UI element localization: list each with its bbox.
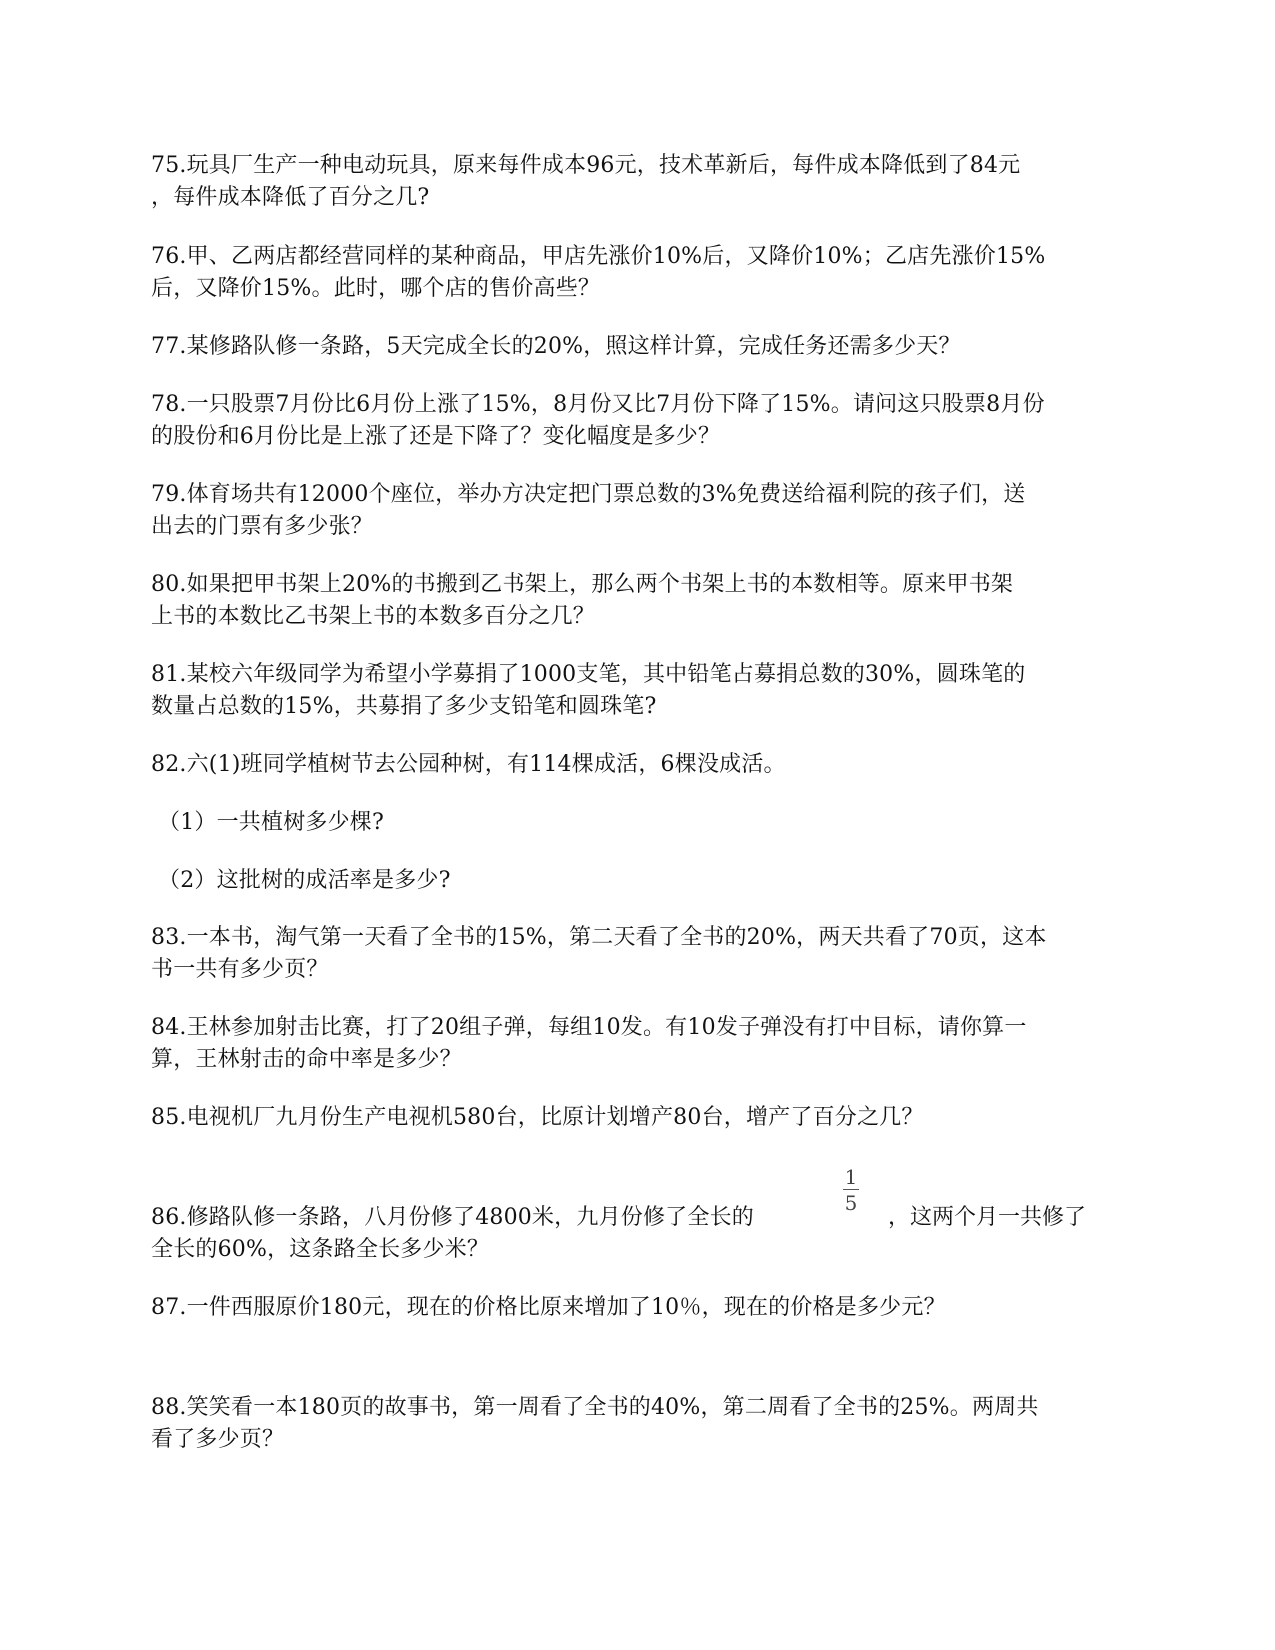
question-85-line-1: 85.电视机厂九月份生产电视机580台，比原计划增产80台，增产了百分之几？ [151,1105,924,1130]
question-86-line-1: 86.修路队修一条路，八月份修了4800米，九月份修了全长的 [151,1205,754,1230]
question-83-line-2: 书一共有多少页？ [151,957,329,982]
question-82-sub-2: （2）这批树的成活率是多少? [158,868,451,893]
question-82-line-1: 82.六(1)班同学植树节去公园种树，有114棵成活，6棵没成活。 [151,752,786,777]
fraction-denominator: 5 [844,1191,858,1215]
question-79-line-2: 出去的门票有多少张？ [151,514,374,539]
question-79-line-1: 79.体育场共有12000个座位，举办方决定把门票总数的3%免费送给福利院的孩子们，送 [151,482,1026,507]
fraction-numerator: 1 [844,1165,858,1189]
question-80-line-2: 上书的本数比乙书架上书的本数多百分之几？ [151,604,596,629]
question-82-sub-1: （1）一共植树多少棵? [158,810,384,835]
question-86-line-1-tail: ，这两个月一共修了 [888,1205,1087,1230]
question-76-line-1: 76.甲、乙两店都经营同样的某种商品，甲店先涨价10%后，又降价10%；乙店先涨价15% [151,244,1046,269]
question-88-line-2: 看了多少页？ [151,1427,285,1452]
question-84-line-1: 84.王林参加射击比赛，打了20组子弹，每组10发。有10发子弹没有打中目标，请你算一 [151,1015,1027,1040]
question-81-line-2: 数量占总数的15%，共募捐了多少支铅笔和圆珠笔? [151,694,657,719]
question-75-line-2: ，每件成本降低了百分之几? [151,185,430,210]
question-77-line-1: 77.某修路队修一条路，5天完成全长的20%，照这样计算，完成任务还需多少天？ [151,334,961,359]
question-81-line-1: 81.某校六年级同学为希望小学募捐了1000支笔，其中铅笔占募捐总数的30%，圆珠笔的 [151,662,1026,687]
question-76-line-2: 后，又降价15%。此时，哪个店的售价高些？ [151,276,601,301]
question-80-line-1: 80.如果把甲书架上20%的书搬到乙书架上，那么两个书架上书的本数相等。原来甲书架 [151,572,1014,597]
question-78-line-2: 的股份和6月份比是上涨了还是下降了？变化幅度是多少？ [151,424,721,449]
question-87-line-1: 87.一件西服原价180元，现在的价格比原来增加了10％，现在的价格是多少元？ [151,1295,946,1320]
question-78-line-1: 78.一只股票7月份比6月份上涨了15%，8月份又比7月份下降了15%。请问这只股票8月份 [151,392,1045,417]
question-75-line-1: 75.玩具厂生产一种电动玩具，原来每件成本96元，技术革新后，每件成本降低到了84元 [151,153,1021,178]
question-88-line-1: 88.笑笑看一本180页的故事书，第一周看了全书的40%，第二周看了全书的25%。两周共 [151,1395,1039,1420]
fraction-one-fifth [836,1166,866,1214]
question-86-line-2: 全长的60%，这条路全长多少米？ [151,1237,490,1262]
fraction-bar [843,1189,859,1190]
question-84-line-2: 算，王林射击的命中率是多少？ [151,1047,462,1072]
question-83-line-1: 83.一本书，淘气第一天看了全书的15%，第二天看了全书的20%，两天共看了70页，这本 [151,925,1047,950]
